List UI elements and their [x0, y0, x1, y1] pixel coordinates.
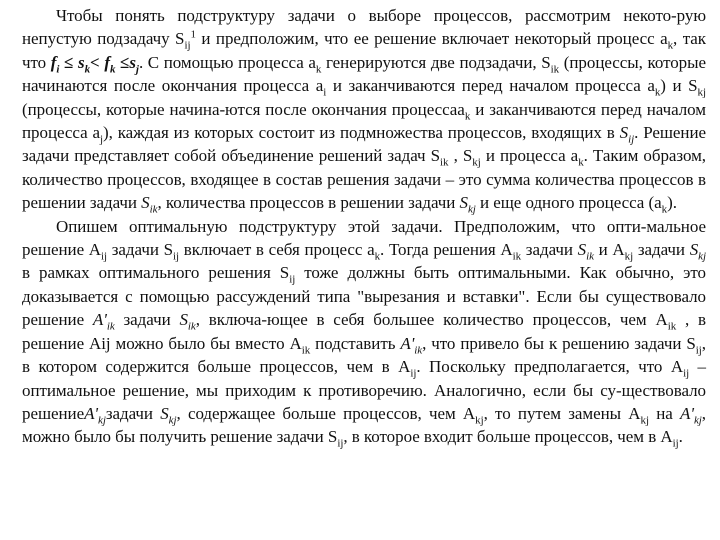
- text-run: S: [160, 403, 169, 423]
- subscript-run: k: [464, 110, 471, 123]
- text-run: , содержащее больше процессов, чем A: [176, 403, 476, 423]
- text-run: задачи: [105, 403, 161, 423]
- text-run: на: [648, 403, 681, 423]
- text-run: s: [129, 52, 136, 72]
- subscript-run: i: [323, 86, 327, 99]
- text-run: и еще одного процесса (a: [475, 193, 662, 213]
- subscript-run: kj: [698, 250, 706, 263]
- subscript-run: kj: [697, 86, 707, 99]
- subscript-run: ij: [628, 133, 635, 146]
- subscript-run: k: [654, 86, 661, 99]
- subscript-run: ik: [149, 203, 158, 216]
- text-run: s: [78, 52, 85, 72]
- text-run: . Поскольку предполагается, что A: [416, 357, 684, 377]
- text-run: задачи: [114, 310, 180, 330]
- subscript-run: ij: [101, 250, 108, 263]
- text-run: задачи: [633, 240, 690, 260]
- text-run: ).: [667, 193, 677, 213]
- text-run: S: [459, 193, 468, 213]
- text-run: – оптимальное решение, мы приходим к противоречию. Аналогично, если бы су-ществовало решение: [22, 357, 707, 423]
- subscript-run: ij: [184, 39, 191, 52]
- text-run: A': [92, 310, 107, 330]
- subscript-run: kj: [640, 414, 649, 427]
- subscript-run: ik: [667, 320, 677, 333]
- text-run: S: [619, 123, 629, 143]
- subscript-run: kj: [168, 414, 177, 427]
- text-run: ) и S: [660, 76, 698, 96]
- subscript-run: ij: [172, 250, 179, 263]
- subscript-run: ij: [683, 367, 690, 380]
- text-run: Опишем оптимальную подструктуру этой задачи. Предположим, что опти-мальное решение A: [22, 216, 706, 260]
- subscript-run: ij: [695, 344, 702, 357]
- text-run: (процессы, которые начина-ются после окончания процессаa: [22, 99, 465, 119]
- text-run: S: [577, 240, 587, 260]
- text-run: . Тогда решения A: [380, 240, 513, 260]
- subscript-run: ik: [301, 344, 311, 357]
- subscript-run: k: [578, 156, 584, 169]
- text-run: , S: [448, 146, 473, 166]
- text-run: и заканчиваются перед началом процесса a: [22, 99, 707, 143]
- subscript-run: k: [667, 39, 674, 52]
- subscript-run: ij: [337, 437, 344, 450]
- text-run: , можно было бы получить решение задачи S: [22, 403, 706, 447]
- paragraph-1: [22, 4, 706, 215]
- text-run: задачи: [521, 240, 578, 260]
- subscript-run: ik: [187, 320, 196, 333]
- text-run: ≤: [59, 52, 78, 72]
- subscript-run: ik: [440, 156, 449, 169]
- text-run: тоже должны быть оптимальными. Как обычно, это доказывается с помощью рассуждений типа "вырезания и вставки". Если бы существовало решение: [22, 263, 707, 330]
- text-run: f: [50, 52, 57, 72]
- subscript-run: j: [135, 63, 139, 76]
- subscript-run: k: [84, 63, 91, 76]
- text-run: A': [400, 333, 415, 353]
- subscript-run: ij: [672, 437, 679, 450]
- subscript-run: kj: [475, 414, 484, 427]
- text-run: , количества процессов в решении задачи: [157, 193, 460, 213]
- text-run: , в решение Aij можно было бы вместо A: [22, 310, 706, 353]
- text-run: <: [90, 52, 105, 72]
- superscript-run: 1: [190, 28, 196, 41]
- text-run: генерируются две подзадачи, S: [321, 52, 551, 72]
- subscript-run: k: [109, 63, 116, 76]
- text-run: , в котором содержится больше процессов, чем в A: [22, 333, 706, 377]
- subscript-run: ik: [550, 63, 560, 76]
- text-run: , что привело бы к решению задачи S: [422, 333, 696, 353]
- text-run: и заканчиваются перед началом процесса a: [326, 76, 655, 96]
- text-run: , так что: [22, 29, 706, 72]
- subscript-run: i: [56, 63, 60, 76]
- text-run: Чтобы понять подструктуру задачи о выборе процессов, рассмотрим некото-рую непустую подзадачу S: [22, 6, 706, 49]
- text-run: ), каждая из которых состоит из подмножества процессов, входящих в: [103, 123, 620, 143]
- text-run: (процессы, которые начинаются после окончания процесса a: [22, 52, 706, 96]
- text-run: . Решение задачи представляет собой объединение решений задач S: [22, 123, 706, 166]
- paragraph-2: [22, 215, 706, 449]
- text-run: включает в себя процесс a: [179, 240, 375, 260]
- text-run: подставить: [310, 333, 401, 353]
- subscript-run: kj: [693, 414, 702, 427]
- text-run: ≤: [115, 52, 130, 72]
- text-run: A': [84, 403, 98, 423]
- text-run: и предположим, что ее решение включает некоторый процесс a: [195, 29, 668, 49]
- text-run: f: [104, 52, 110, 72]
- subscript-run: kj: [467, 203, 476, 216]
- text-run: . С помощью процесса a: [138, 52, 316, 72]
- subscript-run: ik: [586, 250, 594, 263]
- text-run: S: [141, 193, 150, 213]
- subscript-run: kj: [472, 156, 481, 169]
- subscript-run: ij: [410, 367, 417, 380]
- text-run: и A: [593, 240, 625, 260]
- subscript-run: j: [100, 133, 104, 146]
- text-run: и процесса a: [480, 146, 579, 166]
- text-run: задачи S: [107, 240, 173, 260]
- text-run: .: [678, 427, 683, 447]
- text-run: в рамках оптимального решения S: [22, 263, 290, 283]
- subscript-run: k: [661, 203, 668, 216]
- subscript-run: k: [374, 250, 381, 263]
- text-run: . Таким образом, количество процессов, входящее в состав решения задачи – это сумма количества процессов в решении задачи: [22, 146, 706, 213]
- text-run: A': [680, 403, 694, 423]
- subscript-run: ij: [289, 273, 296, 286]
- subscript-run: ik: [414, 344, 423, 357]
- text-run: S: [689, 240, 699, 260]
- text-run: , включа-ющее в себя большее количество процессов, чем A: [195, 310, 668, 330]
- subscript-run: ik: [512, 250, 522, 263]
- text-run: , в которое входит больше процессов, чем в A: [343, 427, 673, 447]
- text-run: S: [179, 310, 188, 330]
- subscript-run: kj: [624, 250, 634, 263]
- subscript-run: k: [315, 63, 322, 76]
- text-run: , то путем замены A: [483, 403, 641, 423]
- subscript-run: kj: [98, 414, 106, 427]
- subscript-run: ik: [106, 320, 115, 333]
